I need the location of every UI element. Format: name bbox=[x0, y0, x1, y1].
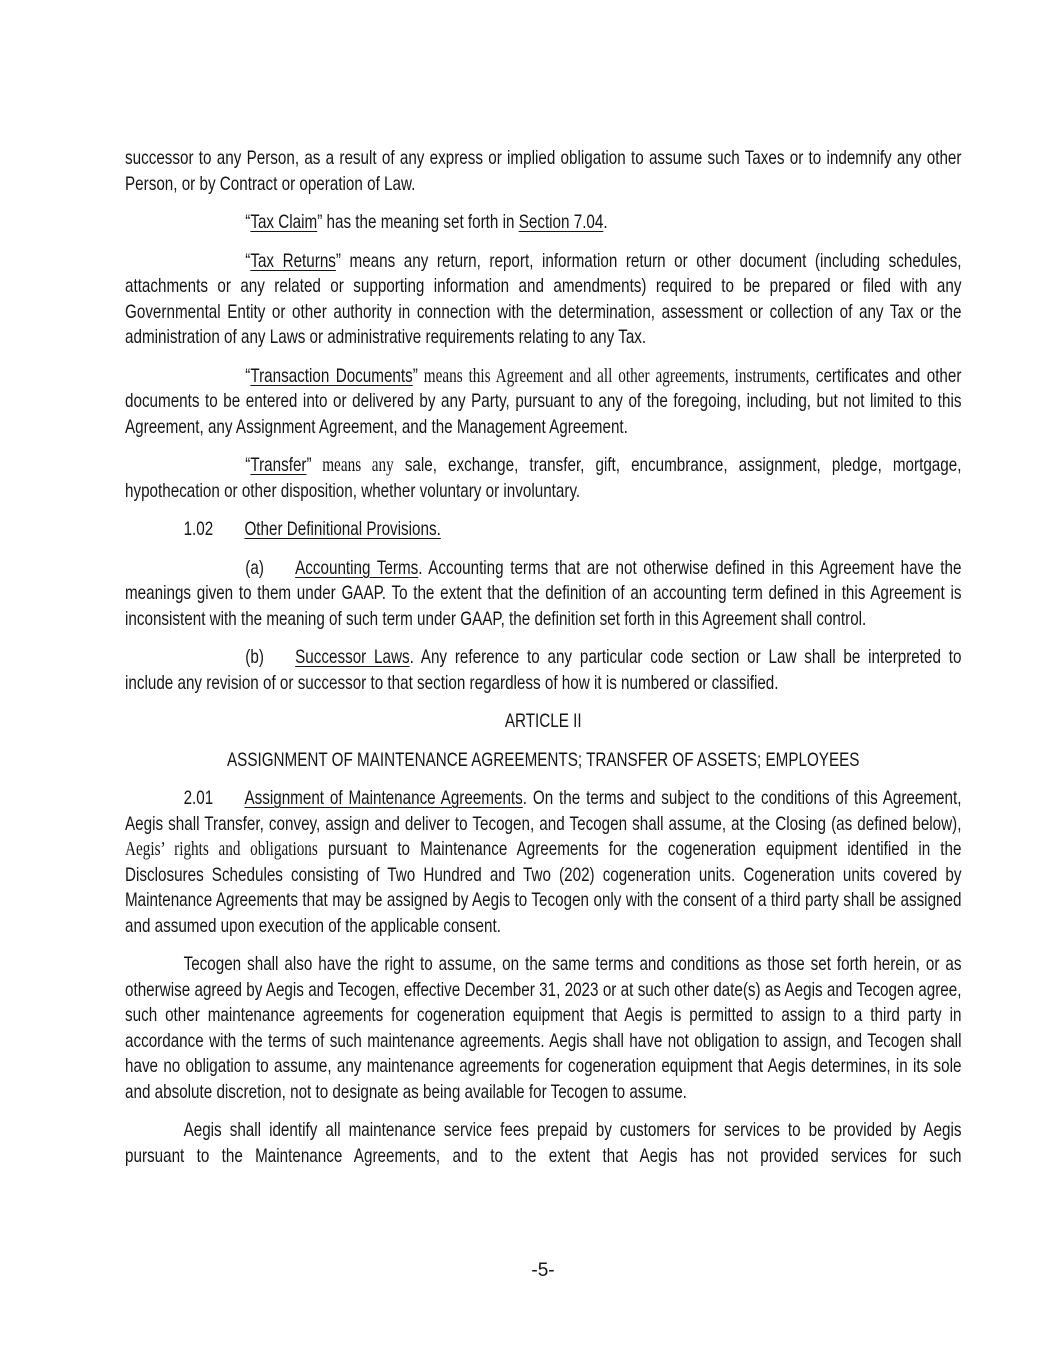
text-run: “ bbox=[245, 364, 251, 387]
text-run: ” bbox=[412, 364, 418, 387]
text-run: Aegis’ rights and obligations bbox=[125, 839, 318, 860]
text-run: certificates and other documents to be entered into or delivered by any Party, pursuant to any of the foregoing, including, but not limited to this Agreement, any Assignment Agreement, and the Management Agreement. bbox=[125, 364, 962, 438]
p-def-transaction-documents bbox=[125, 364, 961, 441]
document-body bbox=[125, 146, 961, 1182]
text-run: ” has the meaning set forth in bbox=[317, 211, 519, 233]
text-run: . Accounting terms that are not otherwise defined in this Agreement have the meanings given to them under GAAP. To the extent that the definition of an accounting term defined in this Agreement is inconsistent with the meaning of such term under GAAP, the definition set forth in this Agreement shall control. bbox=[125, 556, 962, 630]
text-run: ARTICLE II bbox=[504, 710, 582, 732]
underlined-term: Assignment of Maintenance Agreements bbox=[244, 787, 523, 809]
underlined-term: Tax Returns bbox=[250, 249, 336, 272]
text-run: ” means any return, report, information return or other document (including schedules, attachments or any related or supporting information and amendments) required to be prepared or filed with any Governmental Entity or other authority in connection with the determination, assessment or collection of any Tax or the administration of any Laws or administrative requirements relating to any Tax. bbox=[125, 249, 962, 348]
underlined-term: Transfer bbox=[250, 454, 307, 476]
text-run: Aegis shall identify all maintenance service fees prepaid by customers for services to be provided by Aegis pursuant to the Maintenance Agreements, and to the extent that Aegis has not provided services for such bbox=[125, 1119, 962, 1167]
p-def-transfer bbox=[125, 453, 961, 504]
p-accounting-terms bbox=[125, 556, 961, 633]
text-run: (a) bbox=[245, 556, 264, 579]
underlined-term: Accounting Terms bbox=[295, 556, 419, 579]
text-run: . bbox=[603, 211, 608, 233]
text-run: 1.02 bbox=[183, 518, 214, 540]
underlined-term: Other Definitional Provisions. bbox=[244, 518, 441, 540]
p-def-tax-returns bbox=[125, 249, 961, 351]
text-run: successor to any Person, as a result of any express or implied obligation to assume such Taxes or to indemnify any other Person, or by Contract or operation of Law. bbox=[125, 147, 962, 195]
text-run: . Any reference to any particular code section or Law shall be interpreted to include any revision of or successor to that section regardless of how it is numbered or classified. bbox=[125, 646, 962, 694]
text-run: “ bbox=[245, 454, 251, 476]
text-run: Tecogen shall also have the right to assume, on the same terms and conditions as those set forth herein, or as otherwise agreed by Aegis and Tecogen, effective December 31, 2023 or at such other date(s) as Aegis and Tecogen agree, such other maintenance agreements for cogeneration equipment that Aegis is permitted to assign to a third party in accordance with the terms of such maintenance agreements. Aegis shall have not obligation to assign, and Tecogen shall have no obligation to assume, any maintenance agreements for cogeneration equipment that Aegis determines, in its sole and absolute discretion, not to designate as being available for Tecogen to assume. bbox=[125, 953, 962, 1103]
text-run: means any bbox=[311, 455, 394, 476]
p-successor-laws bbox=[125, 645, 961, 696]
text-run: (b) bbox=[245, 646, 264, 668]
underlined-term: Section 7.04 bbox=[518, 211, 604, 233]
p-def-tax-claim bbox=[125, 210, 961, 236]
text-run: . On the terms and subject to the conditions of this Agreement, Aegis shall Transfer, convey, assign and deliver to Tecogen, and Tecogen shall assume, at the Closing (as defined below), bbox=[125, 787, 962, 835]
text-run: sale, exchange, transfer, gift, encumbrance, assignment, pledge, mortgage, hypothecation or other disposition, whether voluntary or involuntary. bbox=[125, 454, 962, 502]
h-article-ii-title bbox=[125, 748, 961, 774]
text-run: “ bbox=[245, 249, 251, 272]
text-run: means this Agreement and all other agreements, instruments, bbox=[417, 365, 810, 387]
underlined-term: Successor Laws bbox=[295, 646, 410, 668]
p-section-2-01 bbox=[125, 786, 961, 939]
h-article-ii bbox=[125, 709, 961, 735]
underlined-term: Transaction Documents bbox=[250, 364, 413, 387]
underlined-term: Tax Claim bbox=[250, 211, 318, 233]
text-run: “ bbox=[245, 211, 251, 233]
text-run: 2.01 bbox=[183, 787, 214, 809]
text-run: ” bbox=[306, 454, 312, 476]
text-run: ASSIGNMENT OF MAINTENANCE AGREEMENTS; TRANSFER OF ASSETS; EMPLOYEES bbox=[227, 748, 860, 771]
h-section-1-02 bbox=[125, 517, 961, 543]
p-prepaid-fees bbox=[125, 1118, 961, 1169]
page-number: -5- bbox=[531, 1260, 555, 1281]
p-tecogen-assume bbox=[125, 952, 961, 1105]
p-continuation bbox=[125, 146, 961, 197]
text-run: pursuant to Maintenance Agreements for the cogeneration equipment identified in the Disclosures Schedules consisting of Two Hundred and Two (202) cogeneration units. Cogeneration units covered by Maintenance Agreements that may be assigned by Aegis to Tecogen only with the consent of a third party shall be assigned and assumed upon execution of the applicable consent. bbox=[125, 838, 962, 937]
